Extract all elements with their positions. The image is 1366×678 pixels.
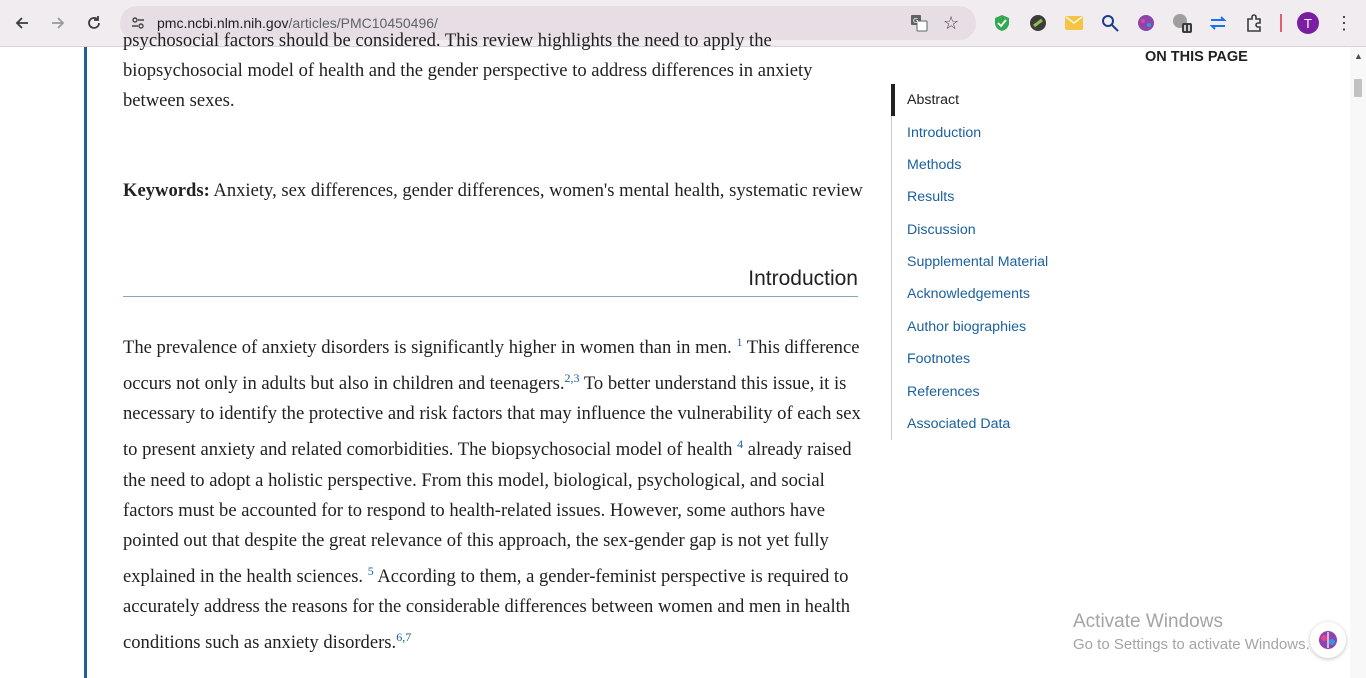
search-extension-icon[interactable]	[1099, 12, 1121, 34]
arrow-right-icon	[50, 15, 66, 31]
toc-active-indicator	[891, 84, 895, 116]
reference-link-6-7[interactable]: 6,7	[396, 629, 412, 644]
reload-icon	[86, 15, 102, 31]
introduction-paragraph	[123, 327, 863, 658]
translate-icon[interactable]	[910, 14, 928, 37]
arrow-left-icon	[14, 15, 30, 31]
reference-link-5[interactable]: 5	[367, 563, 374, 578]
extensions-puzzle-icon[interactable]	[1243, 12, 1265, 34]
profile-avatar[interactable]	[1297, 12, 1319, 34]
url-domain: pmc.ncbi.nlm.nih.gov	[157, 15, 289, 31]
reload-button[interactable]	[78, 7, 110, 39]
toc-item-author-biographies[interactable]: Author biographies	[907, 319, 1027, 335]
reference-link-2-3[interactable]: 2,3	[564, 371, 580, 386]
back-button[interactable]	[6, 7, 38, 39]
forward-button[interactable]	[42, 7, 74, 39]
reference-link-4[interactable]: 4	[737, 437, 744, 452]
intro-text-4: already raised the need to adopt a holistic perspective. From this model, biological, psychological, and social factors must be accounted for to respond to health-related issues. However, some authors have pointed out that despite the great relevance of this approach, the sex-gender gap is not yet fully explained in the health sciences.	[123, 439, 852, 587]
swap-extension-icon[interactable]	[1207, 12, 1229, 34]
toc-item-references[interactable]: References	[907, 384, 980, 400]
toc-item-supplemental-material[interactable]: Supplemental Material	[907, 254, 1049, 270]
toc-item-methods[interactable]: Methods	[907, 157, 962, 173]
intro-text-5: According to them, a gender-feminist perspective is required to accurately address the reasons for the considerable differences between women and men in health conditions such as anxiety disorders.	[123, 565, 851, 653]
scroll-up-arrow-icon[interactable]: ▲	[1354, 51, 1363, 61]
brain-icon	[1317, 629, 1339, 651]
toc-item-introduction[interactable]: Introduction	[907, 125, 982, 141]
bookmark-star-icon[interactable]: ☆	[943, 13, 960, 33]
keywords-label: Keywords:	[123, 180, 210, 201]
page-viewport	[0, 30, 1350, 678]
mail-extension-icon[interactable]	[1063, 12, 1085, 34]
toc-item-footnotes[interactable]: Footnotes	[907, 351, 971, 367]
keywords-text: Anxiety, sex differences, gender differences, women's mental health, systematic review	[213, 180, 863, 201]
toc-item-associated-data[interactable]: Associated Data	[907, 416, 1011, 432]
intro-text-2: This difference occurs not only in adults but also in children and teenagers.	[123, 337, 860, 395]
link-extension-icon[interactable]	[1027, 12, 1049, 34]
toc-title: ON THIS PAGE	[1145, 49, 1248, 65]
svg-text:G: G	[913, 17, 919, 25]
toc-item-abstract[interactable]: Abstract	[907, 92, 960, 108]
incognito-extension-icon[interactable]	[1171, 12, 1193, 34]
menu-kebab-icon[interactable]: ⋮	[1335, 12, 1353, 33]
introduction-heading: Introduction	[748, 267, 858, 290]
url-path: /articles/PMC10450496/	[288, 15, 438, 31]
assistant-floating-button[interactable]	[1310, 622, 1346, 658]
profile-initial: T	[1304, 15, 1312, 31]
toc-item-acknowledgements[interactable]: Acknowledgements	[907, 286, 1031, 302]
reference-link-1[interactable]: 1	[736, 335, 743, 349]
keywords-paragraph	[123, 176, 863, 206]
toc-item-results[interactable]: Results	[907, 189, 955, 205]
brain-extension-icon[interactable]	[1135, 12, 1157, 34]
heading-divider	[123, 296, 858, 297]
intro-text-1: The prevalence of anxiety disorders is significantly higher in women than in men.	[123, 337, 732, 359]
toolbar-divider	[1280, 14, 1282, 32]
article-accent-bar	[84, 47, 87, 678]
shield-extension-icon[interactable]	[991, 12, 1013, 34]
abstract-conclusion-paragraph: psychosocial factors should be considered. This review highlights the need to apply the biopsychosocial model of health and the gender perspective to address differences in anxiety between sexes.	[123, 30, 813, 111]
activate-windows-subtitle: Go to Settings to activate Windows.	[1073, 636, 1310, 653]
page-scrollbar[interactable]	[1350, 47, 1366, 678]
activate-windows-title: Activate Windows	[1073, 611, 1223, 632]
intro-text-3: To better understand this issue, it is necessary to identify the protective and risk factors that may influence the vulnerability of each sex to present anxiety and related comorbidities. The biopsychosocial model of health	[123, 373, 861, 461]
toc-item-discussion[interactable]: Discussion	[907, 222, 976, 238]
scrollbar-thumb[interactable]	[1354, 79, 1362, 97]
